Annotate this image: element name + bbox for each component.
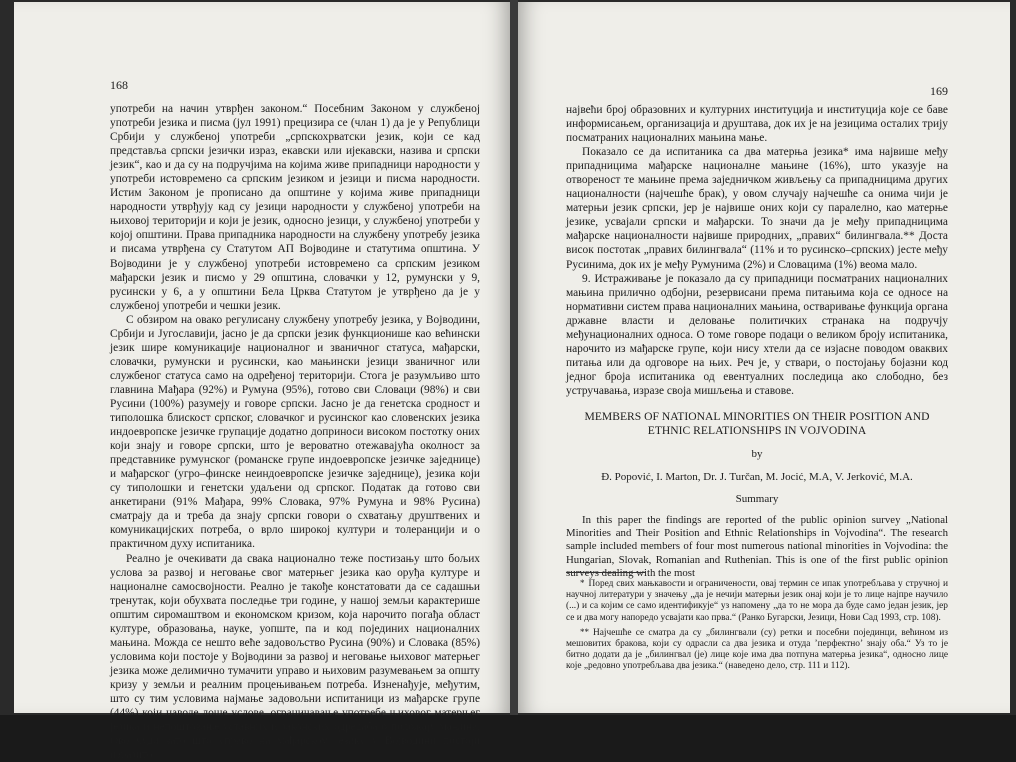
- footnote-text: Поред свих мањкавости и ограничености, овај термин се ипак употребљава у стручној и научној литератури у значењу „да је нечији матерњи језик онај који је то лице најпре научило (...) и са којим се само идентификује“ уз напомену „да то не мора да буде само један језик, јер се и два могу напоредо усвајати као прва.“ (Ранко Бугарски, Језици, Нови Сад 1993, стр. 108).: [566, 579, 948, 623]
- footnote-mark: *: [580, 578, 585, 588]
- page-number: 169: [930, 84, 948, 99]
- paragraph: С обзиром на овако регулисану службену употребу језика, у Војводини, Србији и Југославији, јасно је да српски језик функционише као већински језик шире комуникације националног и званичног статуса, мађарски, словачки, румунски и русински, као мањински језици званичног или службеног статуса само на одређеној територији. Стога је разумљиво што главнина Мађара (92%) и Румуна (95%), готово сви Словаци (98%) и сви Русини (100%) разумеју и говоре српски. Јасно је да генетска сродност и типолошка блискост српског, словачког и русинског као словенских језика индоевропске језичке групације додатно доприноси високом постотку оних који знају и говоре српски, што је вероватно отежавајућа околност за представнике румунског (романске групе индоевропске језичке заједнице) и мађарског (угро–финске неиндоевропске језичке заједнице), језика који су типолошки и генетски удаљени од српског. Податак да готово сви анкетирани (91% Мађара, 99% Словака, 97% Румуна и 98% Русина) сматрају да и треба да знају српски говори о схватању друштвених и комуникацијских потреба, о врло широкој култури и толеранцији и о практичном духу испитаника.: [110, 313, 480, 552]
- page-number: 168: [110, 78, 128, 93]
- summary-paragraph: In this paper the findings are reported of the public opinion survey „National Minorities and Their Position and Ethnic Relationships in Vojvodina“. The research sample included members of four most numerous national minorities in Vojvodina: the Hungarian, Slovak, Romanian and Ruthenian. This is one of the first public opinion surveys dealing with the most: [566, 514, 948, 580]
- paragraph: Реално је очекивати да свака национално теже постизању што бољих услова за развој и неговање свог матерњег језика као оруђа културе и националне самосвојности. Реално је такође констатовати да се садашњи тренутак, који обухвата последње три године, у нашој земљи карактерише општим сиромаштвом и економском кризом, која нарочито погађа област културе, образовања, науке, уопште, па и код појединих националних мањина. Можда се нешто веће задовољство Русина (90%) и Словака (85%) условима који постоје у Војводини за развој и неговање њиховог матерњег језика може делимично тумачити управо и њиховим разумевањем за општу кризу у земљи и реалним процењивањем потреба. Изненађује, међутим, што су тим условима најмање задовољни испитаници из мађарске групе (44%) који наводе лоше услове, ограничавање употребе њиховог матерњег језика и непоштовање уставних и законских одредаба о положају мањина. Ово чуди зато што управо на мађарском језику у Војводини постоји изразито: [110, 552, 480, 762]
- paragraph: највећи број образовних и културних институција и институција које се баве информисањем, организација и друштава, док их је на језицима осталих трију посматраних националних мањина мање.: [566, 103, 948, 145]
- byline-by: by: [566, 448, 948, 460]
- authors: Đ. Popović, I. Marton, Dr. J. Turčan, M. Jocić, M.A, V. Jerković, M.A.: [566, 471, 948, 483]
- footnote: [566, 578, 948, 624]
- right-body-text: [566, 103, 948, 398]
- right-page: [518, 2, 1010, 713]
- footnote: [566, 627, 948, 673]
- footnotes: [566, 578, 948, 676]
- summary-text: [566, 514, 948, 580]
- english-title: MEMBERS OF NATIONAL MINORITIES ON THEIR POSITION AND ETHNIC RELATIONSHIPS IN VOJVODINA: [566, 410, 948, 438]
- book-gutter: [510, 0, 518, 715]
- paragraph: 9. Истраживање је показало да су припадници посматраних националних мањина прилично одбојни, резервисани према питањима која се односе на нормативни систем права националних мањина, остваривање функција органа државне власти и деловање политичких странака на подручју међунационалних односа. О томе говоре подаци о великом броју испитаника, нарочито из мађарске групе, који нису хтели да се изјасне поводом оваквих питања или да одговоре на њих. Реч је, у ствари, о постојању бојазни код једног броја испитаника од евентуалних последица ако слободно, без устручавања, изразе своја мишљења и ставове.: [566, 272, 948, 398]
- footnote-divider: [566, 572, 646, 573]
- footnote-mark: **: [580, 627, 589, 637]
- summary-heading: Summary: [566, 493, 948, 505]
- paragraph: Показало се да испитаника са два матерња језика* има највише међу припадницима мађарске националне мањине (16%), што указује на отвореност те мањине према заједничком живљењу са припадницима других националности (најчешће брак), у овом случају најчешће са онима чији је матерњи језик српски, јер је највише оних који су паралелно, као матерње језике, усвајали српски и мађарски. То значи да је међу припадницима мађарске националности највише природних, „правих“ билингвала.** Доста висок постотак „правих билингвала“ (11% и то русинско–српских) јесте међу Русинима, док их је међу Румунима (2%) и Словацима (1%) веома мало.: [566, 145, 948, 271]
- paragraph: употреби на начин утврђен законом.“ Посебним Законом у службеној употреби језика и писма (јул 1991) прецизира се (члан 1) да је у Републици Србији у службеној употреби „српскохрватски језик, који се кад представља српски језички израз, екавски или ијекавски, назива и српски језик“, као и да су на подручјима на којима живе припадници народности у употреби истовремено са српским језиком и језици и писма народности. Истим Законом је прописано да општине у којима живе припадници народности утврђују кад су језици народности у службеној употреби на њиховој територији и који је језик, односно језици, у службеној употреби у којој општини. Права припадника народности на службену употребу језика и писама утврђена су Статутом АП Војводине и статутима општина. У Војводини је у службеној употреби истовремено са српским језиком мађарски језик и писмо у 29 општина, словачки у 12, румунски у 9, русински у 6, а у општини Бела Црква Статутом је утврђено да је у службеној употреби и чешки језик.: [110, 102, 480, 313]
- left-page: [14, 2, 510, 713]
- footnote-text: Најчешће се сматра да су „билингвали (су) ретки и посебни појединци, већином из мешовитих бракова, који су одрасли са два језика и отуда ’перфектно’ знају оба.“ Уз то је битно додати да је „билингвал (је) лице које има два потпуна матерња језика“, односно лице које „редовно употребљава два језика.“ (наведено дело, стр. 111 и 112).: [566, 628, 948, 672]
- left-body-text: [110, 102, 480, 762]
